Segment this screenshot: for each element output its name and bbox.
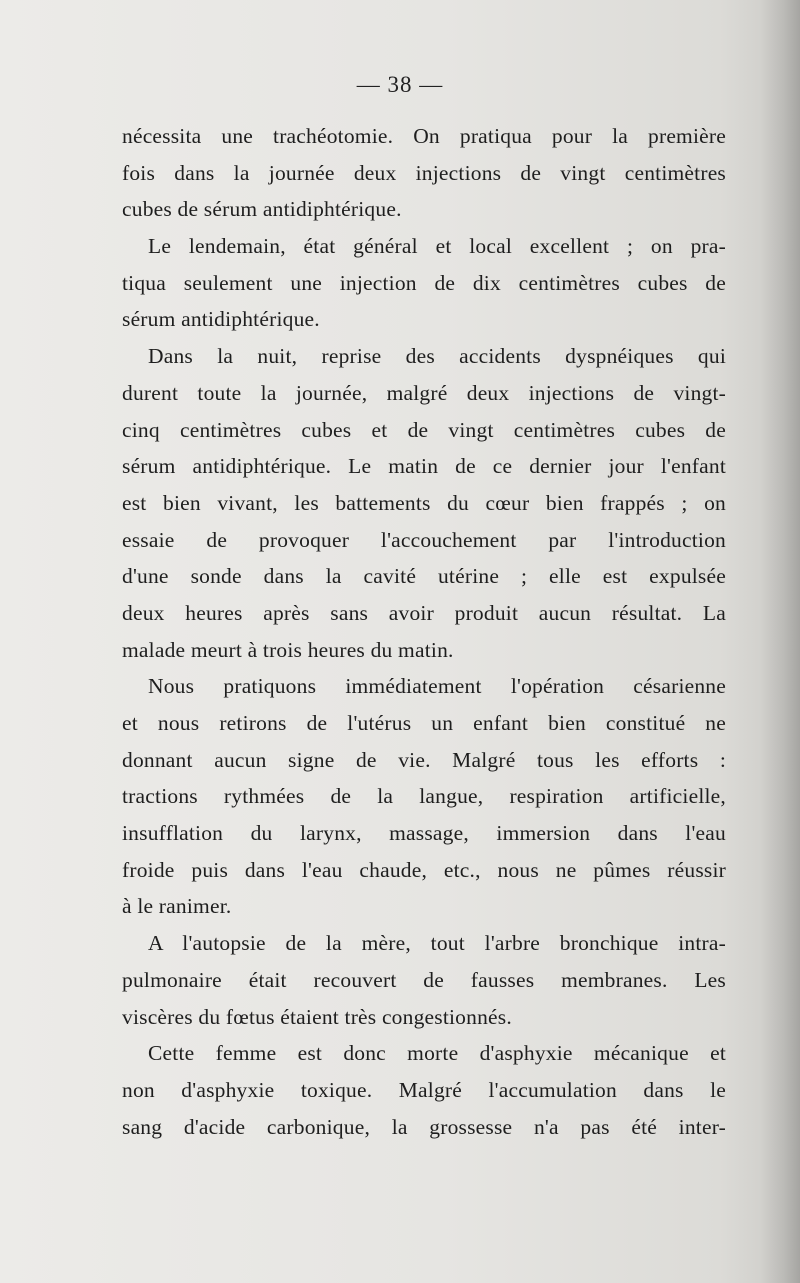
text-line: sérum antidiphtérique. Le matin de ce dernier jour l'enfant (122, 454, 726, 479)
text-line: cubes de sérum antidiphtérique. (122, 197, 402, 222)
text-line: Dans la nuit, reprise des accidents dyspnéiques qui (148, 344, 726, 369)
text-line: essaie de provoquer l'accouchement par l'introduction (122, 527, 726, 552)
text-line: A l'autopsie de la mère, tout l'arbre bronchique intra- (148, 931, 726, 956)
text-line: sérum antidiphtérique. (122, 307, 320, 332)
text-line: Cette femme est donc morte d'asphyxie mécanique et (148, 1041, 726, 1066)
text-line: fois dans la journée deux injections de vingt centimètres (122, 160, 726, 185)
page-edge-shadow (760, 0, 800, 1283)
text-line: nécessita une trachéotomie. On pratiqua pour la première (122, 124, 726, 148)
text-line: non d'asphyxie toxique. Malgré l'accumulation dans le (122, 1077, 726, 1102)
page-number: — 38 — (356, 72, 444, 97)
text-line: tractions rythmées de la langue, respiration artificielle, (122, 784, 726, 809)
text-line: durent toute la journée, malgré deux injections de vingt- (122, 380, 726, 405)
text-line: froide puis dans l'eau chaude, etc., nous ne pûmes réussir (122, 857, 726, 882)
text-line: cinq centimètres cubes et de vingt centimètres cubes de (122, 417, 726, 442)
text-line: viscères du fœtus étaient très congestionnés. (122, 1004, 512, 1029)
text-line: sang d'acide carbonique, la grossesse n'a pas été inter- (122, 1114, 726, 1139)
text-line: insufflation du larynx, massage, immersion dans l'eau (122, 821, 726, 846)
text-line: Nous pratiquons immédiatement l'opération césarienne (148, 674, 726, 699)
text-line: deux heures après sans avoir produit aucun résultat. La (122, 600, 726, 625)
body-text (122, 118, 726, 1145)
text-line: malade meurt à trois heures du matin. (122, 637, 454, 662)
text-line: à le ranimer. (122, 894, 232, 919)
text-line: d'une sonde dans la cavité utérine ; elle est expulsée (122, 564, 726, 589)
text-line: donnant aucun signe de vie. Malgré tous les efforts : (122, 747, 726, 772)
text-line: Le lendemain, état général et local excellent ; on pra- (148, 234, 726, 259)
text-line: et nous retirons de l'utérus un enfant bien constitué ne (122, 711, 726, 735)
text-line: pulmonaire était recouvert de fausses membranes. Les (122, 967, 726, 992)
text-line: est bien vivant, les battements du cœur bien frappés ; on (122, 490, 726, 515)
text-line: tiqua seulement une injection de dix centimètres cubes de (122, 270, 726, 295)
